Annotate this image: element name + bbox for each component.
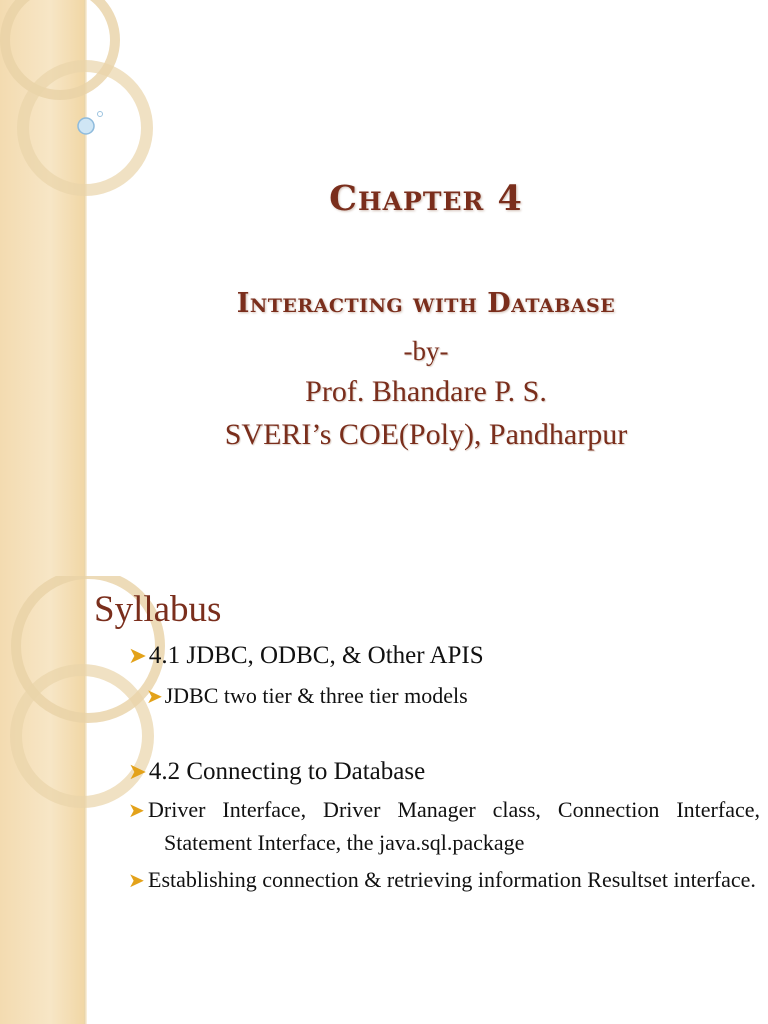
list-subitem: ➤ Driver Interface, Driver Manager class, Connection Interface, Statement Interface, the java.sql.package — [128, 797, 760, 855]
list-subitem — [146, 680, 760, 713]
chapter-subtitle: Interacting with Database — [236, 288, 616, 319]
list-item — [128, 642, 484, 670]
chapter-title: Chapter 4 — [329, 178, 523, 219]
arrow-bullet-icon: ➤ — [146, 686, 163, 708]
subitem-label: JDBC two tier & three tier models — [164, 683, 468, 708]
arrow-bullet-icon: ➤ — [128, 759, 147, 784]
syllabus-slide — [0, 576, 768, 1024]
author-name: Prof. Bhandare P. S. — [305, 375, 547, 408]
list-item — [128, 758, 425, 786]
institution-name: SVERI’s COE(Poly), Pandharpur — [224, 418, 628, 451]
by-label: -by- — [403, 336, 449, 366]
arrow-bullet-icon: ➤ — [128, 643, 147, 668]
item-label: 4.2 Connecting to Database — [148, 758, 426, 785]
subitem-label: Establishing connection & retrieving information Resultset interface. — [148, 867, 756, 892]
subitem-label: Driver Interface, Driver Manager class, Connection Interface, Statement Interface, the java.sql.package — [148, 797, 760, 855]
item-label: 4.1 JDBC, ODBC, & Other APIS — [148, 642, 484, 669]
syllabus-title: Syllabus — [94, 589, 222, 630]
list-subitem: ➤ Establishing connection & retrieving information Resultset interface. — [128, 867, 756, 892]
